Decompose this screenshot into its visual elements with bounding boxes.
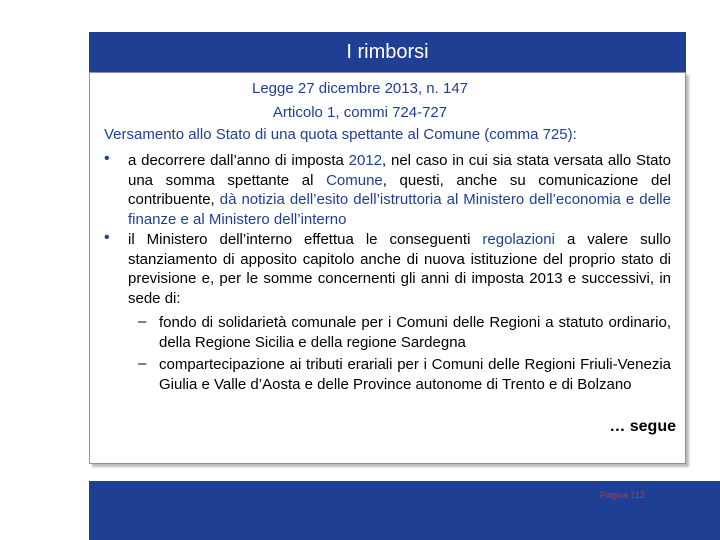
sub-item-1-marker: –: [138, 313, 147, 330]
bullet-1-part3: , questi, anche su comunicazione del contribuente,: [128, 171, 671, 208]
bullet-2-marker: •: [104, 229, 110, 246]
sub-item-1-text: fondo di solidarietà comunale per i Comuni delle Regioni a statuto ordinario, della Regione Sicilia e della regione Sardegna: [159, 314, 671, 351]
sub-item-2-marker: –: [138, 355, 147, 372]
bullet-2-regolazioni: regolazioni: [482, 231, 555, 248]
bullet-1-marker: •: [104, 150, 110, 167]
bullet-1-part2: , nel caso in cui sia stata versata allo Stato una somma spettante al: [128, 152, 672, 189]
slide-title-bar: [89, 32, 686, 72]
sub-item-2-text: compartecipazione ai tributi erariali per i Comuni delle Regioni Friuli-Venezia Giulia e Valle d’Aosta e delle Province autonome di Trento e di Bolzano: [159, 356, 671, 393]
law-heading: Legge 27 dicembre 2013, n. 147: [252, 80, 468, 97]
bullet-1-comune: Comune: [326, 171, 383, 189]
bullet-1-highlight: dà notizia dell’esito dell’istruttoria al Ministero dell’economia e delle finanze e al Ministero dell’interno: [128, 191, 671, 228]
article-heading: Articolo 1, commi 724-727: [272, 104, 448, 121]
bullet-1-text: [128, 151, 671, 229]
bullet-2-text: [128, 230, 671, 308]
page-number: Pagina 112: [600, 490, 645, 500]
bullet-1-part1: a decorrere dall’anno di imposta: [128, 152, 349, 169]
slide-title: I rimborsi: [346, 40, 429, 63]
subject-line: Versamento allo Stato di una quota spettante al Comune (comma 725):: [104, 126, 577, 143]
bullet-2-part1: il Ministero dell’interno effettua le conseguenti: [128, 231, 483, 248]
continues-label: … segue: [609, 418, 676, 435]
bullet-2-part2: a valere sullo stanziamento di apposito capitolo anche di nuova istituzione del proprio stato di previsione e, per le somme concernenti gli anni di imposta 2013 e successivi, in sede di:: [128, 231, 671, 307]
bullet-1-year: 2012: [348, 152, 383, 169]
